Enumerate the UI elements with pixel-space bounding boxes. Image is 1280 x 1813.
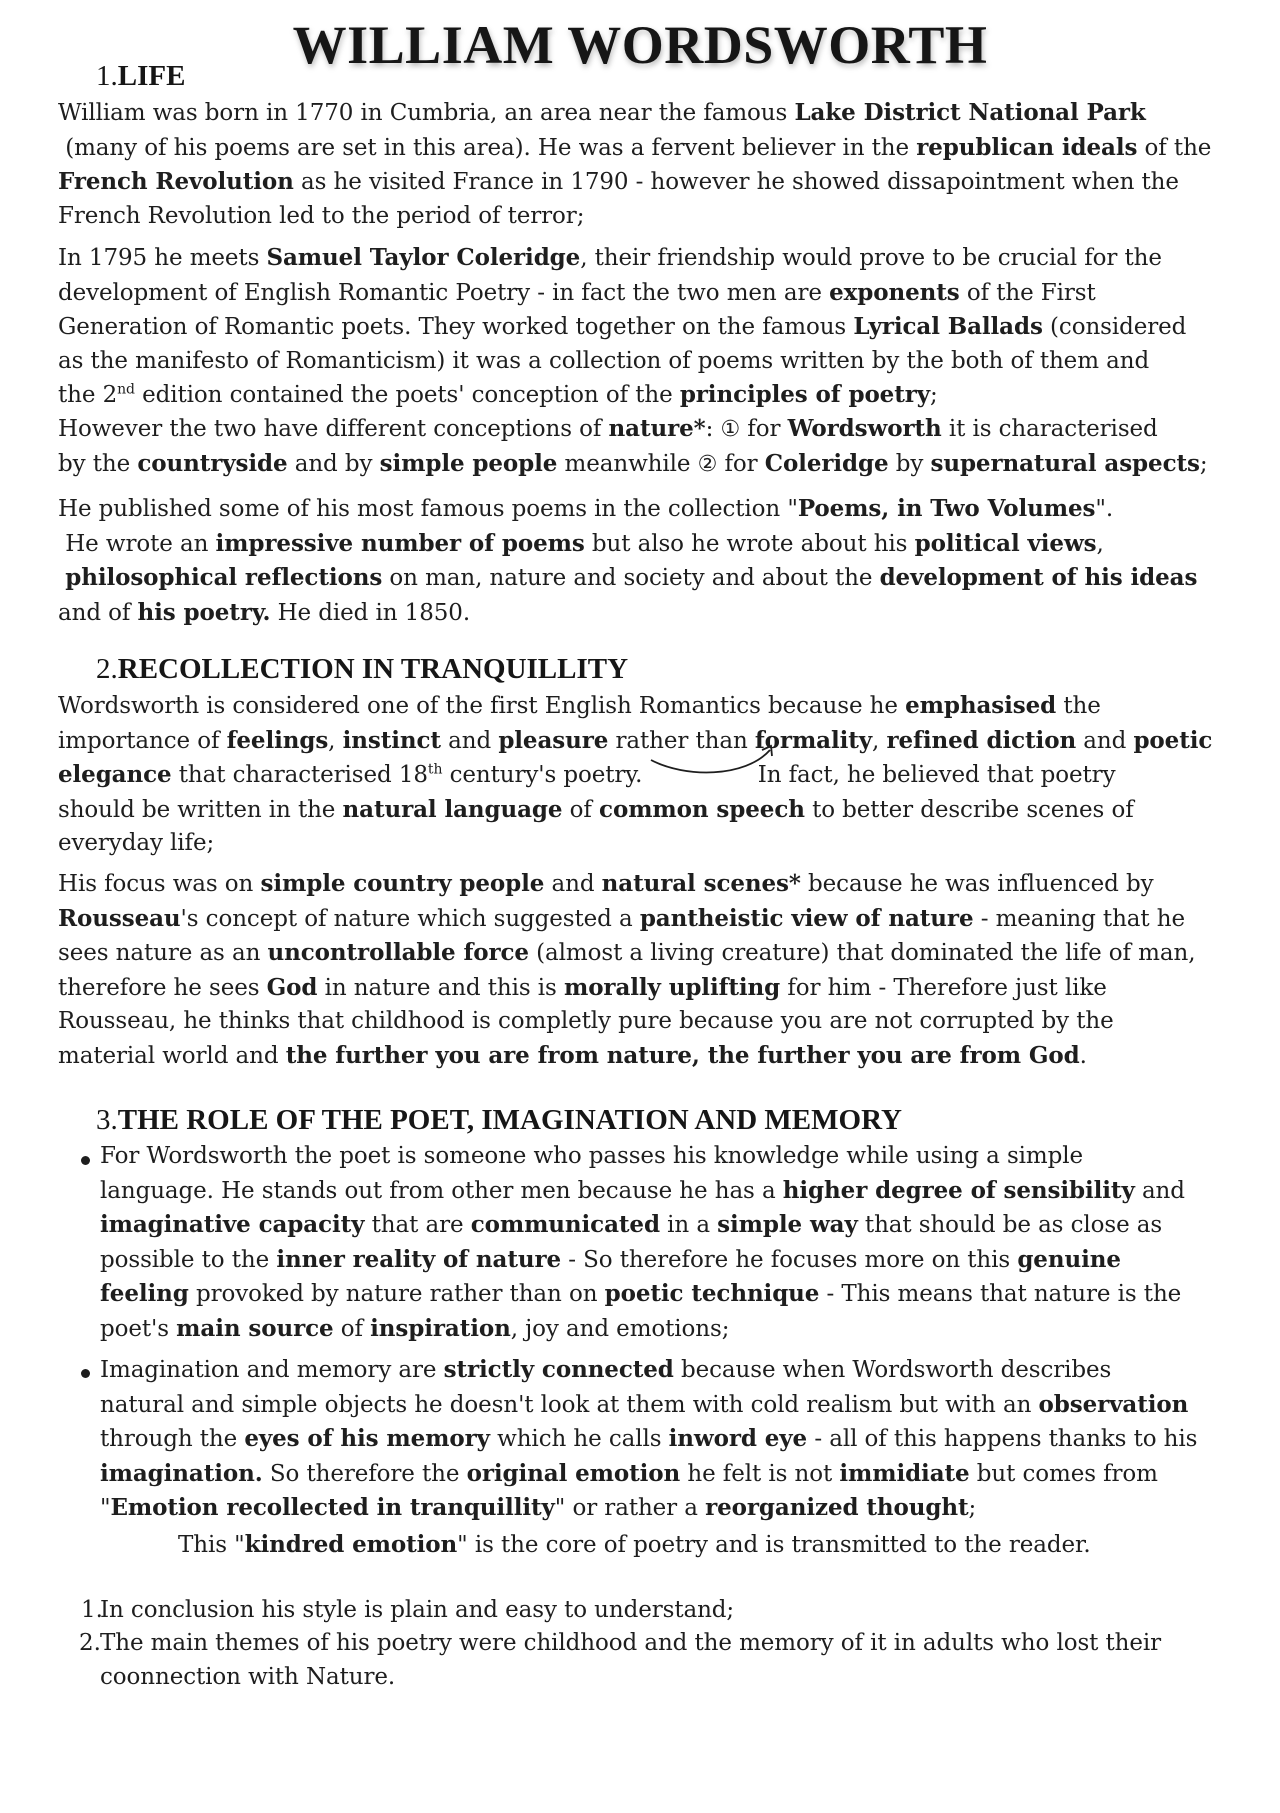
text-run: century's poetry. In fact, he believed that poetry [442, 762, 1116, 788]
text-run: In 1795 he meets [58, 245, 267, 271]
bold-text: instinct [342, 726, 441, 754]
text-run: and [440, 727, 499, 754]
text-run: natural and simple objects he doesn't look at them with cold realism but with an [100, 1391, 1039, 1418]
bold-text: French Revolution [58, 168, 294, 195]
bold-text: Rousseau [58, 904, 181, 932]
text-run: The main themes of his poetry were childhood and the memory of it in adults who lost their [100, 1630, 1162, 1656]
text-run: because when Wordsworth describes [673, 1357, 1112, 1383]
text-run: everyday life; [58, 830, 215, 856]
text-run: Generation of Romantic poets. They worked together on the famous [58, 314, 854, 340]
bold-text: his poetry. [137, 598, 271, 626]
bold-text: reorganized thought [705, 1494, 969, 1521]
text-run: (many of his poems are set in this area). He was a fervent believer in the [58, 134, 917, 161]
bold-text: uncontrollable force [267, 939, 529, 966]
text-run: and [1076, 727, 1134, 754]
bold-text: the further you are from nature, the further you are from God [285, 1041, 1080, 1069]
text-run: ; [968, 1495, 977, 1521]
bold-text: kindred emotion [244, 1531, 458, 1558]
text-run: rather than [608, 727, 755, 754]
bold-text: strictly connected [443, 1356, 674, 1383]
bold-text: pleasure [498, 726, 609, 754]
text-run: development of English Romantic Poetry - in fact the two men are [58, 279, 830, 306]
text-run: - meaning that he [973, 905, 1185, 932]
curved-arrow-icon [645, 742, 785, 782]
bold-text: poetic technique [604, 1280, 820, 1307]
text-run: that characterised 18 [171, 762, 428, 788]
conclusion-item-2 [100, 1627, 1161, 1694]
circled-number-icon: ① [720, 417, 741, 442]
text-run: He died in 1850. [270, 599, 471, 626]
text-run: ; [930, 382, 938, 408]
text-run: coonnection with Nature. [100, 1663, 396, 1690]
text-run: therefore he sees [58, 974, 267, 1001]
text-run: in nature and this is [317, 974, 564, 1001]
list-number: 1. [81, 1597, 103, 1623]
text-run: ". [1095, 496, 1114, 522]
text-run: meanwhile [557, 450, 698, 477]
bold-text: Samuel Taylor Coleridge [266, 244, 581, 271]
bold-text: simple people [379, 449, 558, 477]
text-run: of [333, 1315, 371, 1342]
bold-text: communicated [470, 1211, 660, 1238]
text-run: " [100, 1495, 111, 1521]
bold-text: inspiration [370, 1314, 511, 1342]
bold-text: inword eye [668, 1425, 808, 1452]
section-number: 3. [96, 1104, 118, 1136]
text-run: French Revolution led to the period of terror; [58, 202, 585, 229]
bold-text: philosophical reflections [65, 564, 383, 591]
text-run: to better describe scenes of [804, 796, 1134, 823]
bold-text: pantheistic view of nature [639, 904, 974, 932]
bold-text: genuine [1017, 1245, 1121, 1273]
text-run: of the First [959, 279, 1096, 306]
text-run: William was born in 1770 in Cumbria, an area near the famous [58, 100, 795, 126]
section-heading-role [96, 1104, 902, 1137]
text-run: that are [364, 1212, 471, 1238]
text-run: it is characterised [941, 416, 1158, 442]
bold-text: simple country people [260, 870, 545, 897]
text-run: In conclusion his style is plain and easy to understand; [100, 1597, 735, 1623]
bold-text: observation [1038, 1390, 1189, 1418]
role-bullet-2 [100, 1353, 1197, 1526]
text-run: on man, nature and society and about the [382, 565, 880, 591]
bold-text: immidiate [839, 1459, 970, 1487]
bold-text: original emotion [466, 1459, 681, 1487]
text-run: , joy and emotions; [510, 1315, 730, 1342]
bold-text: refined diction [886, 726, 1077, 754]
text-run: as the manifesto of Romanticism) it was a collection of poems written by the both of them and [58, 347, 1150, 374]
text-run: He published some of his most famous poems in the collection " [58, 496, 798, 522]
section-title: RECOLLECTION IN TRANQUILLITY [117, 653, 629, 685]
text-run: , [1096, 530, 1104, 557]
text-run: His focus was on [58, 871, 261, 897]
text-run: . [1079, 1042, 1087, 1069]
text-run: He wrote an [58, 530, 216, 557]
bold-text: God [266, 973, 318, 1001]
ordinal-suffix: nd [117, 381, 135, 398]
text-run: he felt is not [680, 1460, 840, 1487]
role-bullet-1 [100, 1140, 1185, 1346]
text-run: - So therefore he focuses more on this [561, 1246, 1018, 1273]
bullet-dot [81, 1369, 90, 1378]
text-run: For Wordsworth the poet is someone who passes his knowledge while using a simple [100, 1143, 1083, 1169]
section-heading-recollection [96, 653, 628, 686]
text-run: by the [58, 450, 138, 477]
bold-text: emphasised [905, 692, 1057, 719]
bold-text: Emotion recollected in tranquillity [110, 1494, 555, 1521]
section-title: LIFE [117, 60, 186, 92]
text-run: and [544, 871, 602, 897]
section-title: THE ROLE OF THE POET, IMAGINATION AND MEMORY [117, 1104, 902, 1136]
bold-text: natural scenes* [601, 870, 801, 897]
text-run: and [1134, 1177, 1185, 1204]
text-run: the [1056, 693, 1101, 719]
bold-text: development of his ideas [879, 564, 1198, 591]
text-run: through the [100, 1426, 245, 1452]
text-run: by [888, 450, 931, 477]
text-run: (almost a living creature) that dominated the life of man, [528, 940, 1196, 966]
text-run: of the [1137, 134, 1212, 161]
text-run: , [872, 727, 887, 754]
section-heading-life [96, 60, 185, 93]
bold-text: eyes of his memory [244, 1425, 490, 1452]
bold-text: formality [754, 726, 873, 754]
bold-text: simple way [717, 1211, 858, 1238]
conclusion-item-1 [100, 1594, 734, 1628]
bold-text: republican ideals [916, 133, 1138, 161]
text-run: that should be as close as [857, 1212, 1163, 1238]
bullet-dot [81, 1156, 90, 1165]
text-run: sees nature as an [58, 940, 268, 966]
text-run: in a [659, 1212, 718, 1238]
bold-text: Wordsworth [787, 415, 942, 442]
text-run: for [717, 450, 765, 477]
text-run: because he was influenced by [800, 871, 1154, 897]
bold-text: feeling [100, 1280, 189, 1307]
bold-text: Lake District National Park [794, 99, 1146, 126]
text-run: possible to the [100, 1246, 277, 1273]
text-run: poet's [100, 1315, 177, 1342]
bold-text: countryside [137, 449, 288, 477]
life-paragraph-4 [58, 492, 1197, 630]
bold-text: political views [914, 529, 1097, 557]
list-number: 2. [79, 1630, 101, 1656]
text-run: " is the core of poetry and is transmitted to the reader. [457, 1532, 1091, 1558]
bold-text: Coleridge [764, 449, 889, 477]
text-run: and by [287, 450, 380, 477]
text-run: Wordsworth is considered one of the first English Romantics because he [58, 693, 906, 719]
bold-text: feelings [226, 726, 329, 754]
text-run: " or rather a [554, 1495, 706, 1521]
text-run: the 2 [58, 382, 118, 408]
ordinal-suffix: th [427, 761, 443, 778]
bold-text: nature* [608, 415, 706, 442]
life-paragraph-1 [58, 96, 1211, 233]
text-run: provoked by nature rather than on [188, 1281, 605, 1307]
recollection-paragraph-1 [58, 689, 1212, 861]
document-title: WILLIAM WORDSWORTH [292, 15, 988, 75]
text-run: as he visited France in 1790 - however he showed dissapointment when the [293, 169, 1179, 195]
text-run: should be written in the [58, 796, 343, 823]
text-run: Rousseau, he thinks that childhood is completly pure because you are not corrupted by the [58, 1008, 1114, 1034]
bold-text: imagination. [100, 1459, 263, 1487]
bold-text: higher degree of sensibility [782, 1176, 1135, 1204]
bold-text: elegance [58, 761, 172, 788]
text-run: edition contained the poets' conception of the [134, 382, 680, 408]
section-number: 2. [96, 653, 118, 685]
role-note [178, 1528, 1091, 1563]
bold-text: Lyrical Ballads [853, 313, 1043, 340]
text-run: for [740, 416, 788, 442]
section-number: 1. [96, 60, 118, 92]
text-run: for him - Therefore just like [780, 974, 1107, 1001]
text-run: , [328, 727, 343, 754]
bold-text: impressive number of poems [215, 529, 585, 557]
bold-text: main source [176, 1314, 334, 1342]
bold-text: natural language [342, 795, 563, 823]
text-run: So therefore the [262, 1460, 467, 1487]
bold-text: exponents [829, 278, 960, 306]
bold-text: common speech [599, 795, 805, 823]
text-run: (considered [1042, 314, 1187, 340]
text-run: - This means that nature is the [819, 1281, 1182, 1307]
text-run: This " [178, 1532, 245, 1558]
text-run: and of [58, 599, 138, 626]
bold-text: inner reality of nature [276, 1245, 562, 1273]
text-run: but comes from [969, 1460, 1158, 1487]
life-paragraph-2 [58, 241, 1186, 413]
text-run: of [562, 796, 600, 823]
bold-text: imaginative capacity [100, 1211, 365, 1238]
life-paragraph-3 [58, 412, 1208, 481]
bold-text: morally uplifting [563, 973, 781, 1001]
text-run: Imagination and memory are [100, 1357, 444, 1383]
text-run: material world and [58, 1042, 286, 1069]
text-run: importance of [58, 727, 227, 754]
text-run: However the two have different conceptions of [58, 416, 609, 442]
circled-number-icon: ② [697, 451, 718, 477]
text-run: 's concept of nature which suggested a [180, 905, 640, 932]
recollection-paragraph-2 [58, 867, 1195, 1073]
text-run: - all of this happens thanks to his [807, 1426, 1198, 1452]
text-run: , their friendship would prove to be crucial for the [580, 245, 1162, 271]
text-run: but also he wrote about his [584, 530, 915, 557]
text-run: : [705, 416, 721, 442]
text-run: which he calls [489, 1426, 669, 1452]
text-run: ; [1199, 450, 1208, 477]
bold-text: poetic [1133, 726, 1213, 754]
bold-text: Poems, in Two Volumes [797, 495, 1096, 522]
bold-text: supernatural aspects [930, 449, 1200, 477]
text-run: language. He stands out from other men because he has a [100, 1177, 783, 1204]
bold-text: principles of poetry [679, 381, 931, 408]
